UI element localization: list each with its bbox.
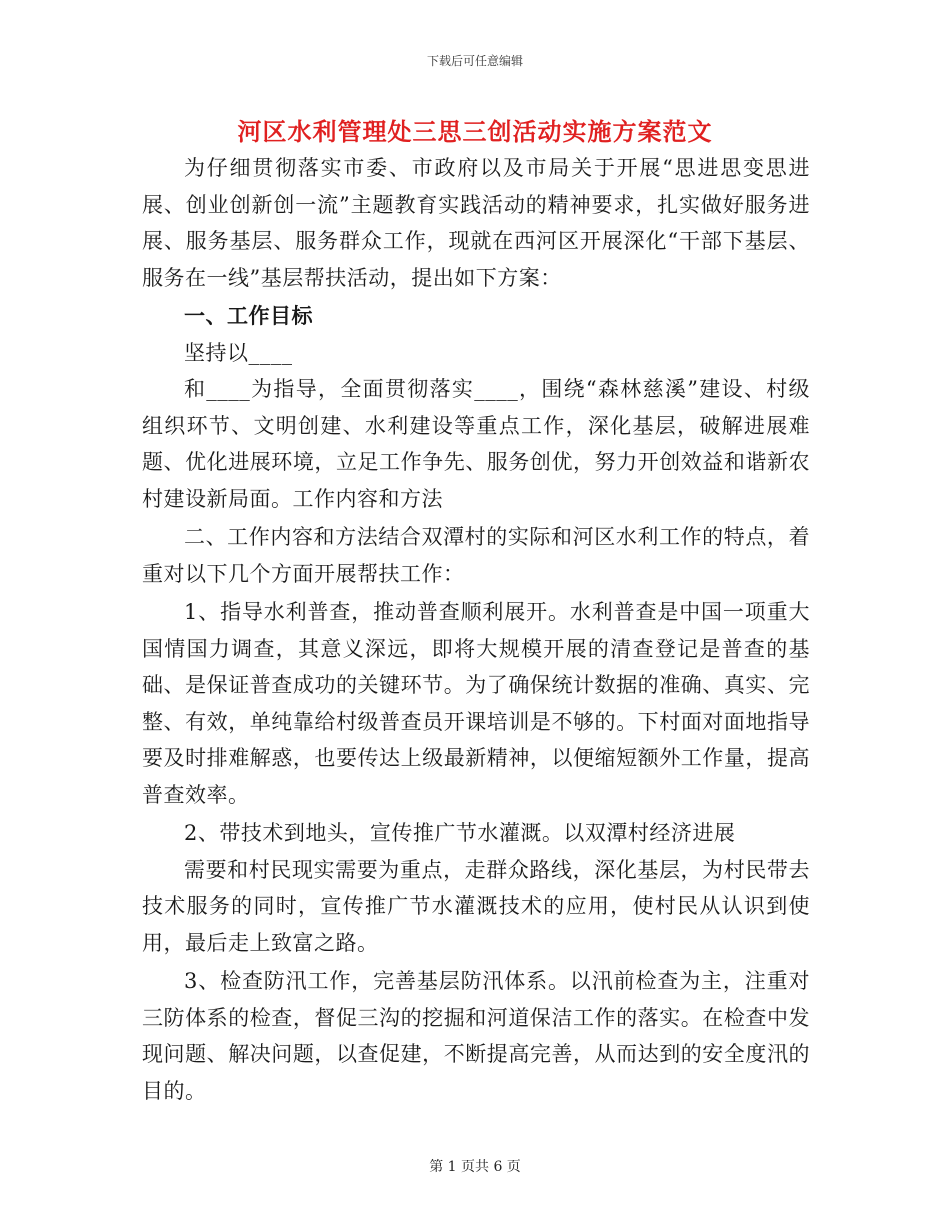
item-1-paragraph: 1、指导水利普查，推动普查顺利展开。水利普查是中国一项重大国情国力调查，其意义深远，即将大规模开展的清查登记是普查的基础、是保证普查成功的关键环节。为了确保统计数据的准确、真实、完整、有效，单纯靠给村级普查员开课培训是不够的。下村面对面地指导要及时排难解惑，也要传达上级最新精神，以便缩短额外工作量，提高普查效率。: [142, 600, 810, 807]
section-heading-content: 二、工作内容和方法结合双潭村的实际和河区水利工作的特点，着重对以下几个方面开展帮扶工作：: [142, 525, 810, 586]
goals-paragraph: 和____为指导，全面贯彻落实____，围绕“森林慈溪”建设、村级组织环节、文明创建、水利建设等重点工作，深化基层，破解进展难题、优化进展环境，立足工作争先、服务创优，努力开创效益和谐新农村建设新局面。工作内容和方法: [142, 377, 810, 511]
document-title: 河区水利管理处三思三创活动实施方案范文: [237, 117, 713, 146]
page-header-note: 下载后可任意编辑: [426, 54, 523, 68]
document-body: [142, 150, 810, 1109]
goals-paragraph-start: 坚持以____: [184, 340, 293, 365]
item-3-paragraph: 3、检查防汛工作，完善基层防汛体系。以汛前检查为主，注重对三防体系的检查，督促三沟的挖掘和河道保洁工作的落实。在检查中发现问题、解决问题，以查促建，不断提高完善，从而达到的安全度汛的目的。: [142, 969, 810, 1103]
item-2-continuation: 需要和村民现实需要为重点，走群众路线，深化基层，为村民带去技术服务的同时，宣传推广节水灌溉技术的应用，使村民从认识到使用，最后走上致富之路。: [142, 857, 810, 955]
item-2-paragraph: 2、带技术到地头，宣传推广节水灌溉。以双潭村经济进展: [184, 821, 736, 845]
page-number: 第 1 页共 6 页: [429, 1159, 521, 1175]
section-heading-goals: 一、工作目标: [184, 303, 313, 328]
intro-paragraph: 为仔细贯彻落实市委、市政府以及市局关于开展“思进思变思进展、创业创新创一流”主题教育实践活动的精神要求，扎实做好服务进展、服务基层、服务群众工作，现就在西河区开展深化“干部下基层、服务在一线”基层帮扶活动，提出如下方案：: [142, 156, 810, 290]
